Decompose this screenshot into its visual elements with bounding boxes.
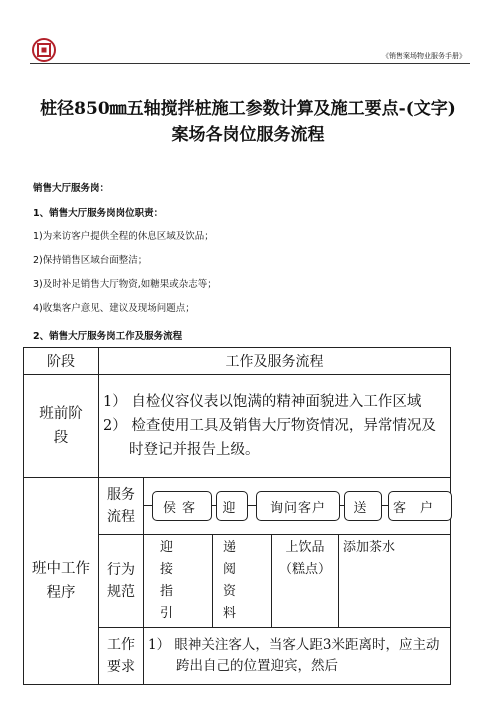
behavior-text: 上饮品（糕点） <box>278 540 331 577</box>
service-process-table <box>23 347 451 685</box>
list-item: 1） 自检仪容仪表以饱满的精神面貌进入工作区域 <box>103 394 422 410</box>
doc-subtitle: 案场各岗位服务流程 <box>171 125 325 145</box>
behavior-text: 添加茶水 <box>343 540 396 555</box>
doc-title: 桩径850㎜五轴搅拌桩施工参数计算及施工要点-(文字) <box>40 99 456 119</box>
duty-item: 2)保持销售区域台面整洁； <box>33 255 148 266</box>
table-row <box>24 478 451 535</box>
flow-step-box: 迎 <box>216 491 248 521</box>
req-cell <box>144 628 451 685</box>
behavior-item <box>272 535 339 627</box>
flow-diagram <box>144 479 450 533</box>
process-heading: 2、销售大厅服务岗工作及服务流程 <box>33 331 183 342</box>
section-heading: 销售大厅服务岗： <box>33 183 110 194</box>
table-header-row <box>24 348 451 375</box>
behavior-table <box>144 535 450 627</box>
behavior-text: 递阅资料 <box>223 540 249 621</box>
header-flow: 工作及服务流程 <box>99 348 451 375</box>
running-header: 《销售案场物业服务手册》 <box>382 52 466 60</box>
duty-item: 1)为来访客户提供全程的休息区域及饮品； <box>33 231 214 242</box>
pre-stage-content <box>99 375 451 478</box>
flow-step-box: 侯客 <box>152 491 212 521</box>
pre-stage-cell <box>24 375 99 478</box>
req-label: 工作要求 <box>107 637 135 675</box>
req-label-cell <box>99 628 144 685</box>
mid-stage-label: 班中工作程序 <box>32 561 90 601</box>
header-stage: 阶段 <box>24 348 99 375</box>
table-row <box>24 375 451 478</box>
duty-item: 4)收集客户意见、建议及现场问题点； <box>33 303 195 314</box>
behavior-item <box>144 535 213 627</box>
flow-cell <box>144 478 451 535</box>
behavior-label-cell <box>99 535 144 628</box>
list-item: 1） 眼神关注客人，当客人距3米距离时，应主动跨出自己的位置迎宾，然后 <box>148 637 440 674</box>
behavior-item <box>213 535 272 627</box>
header-divider <box>30 63 470 64</box>
flow-step-box: 询问客户 <box>256 491 340 521</box>
pre-stage-label: 班前阶段 <box>39 406 83 446</box>
flow-step-box: 送 <box>344 491 382 521</box>
flow-step-box: 客户 <box>388 491 452 521</box>
behavior-cell <box>144 535 451 628</box>
flow-label-cell <box>99 478 144 535</box>
behavior-text: 迎接指引 <box>160 540 186 621</box>
list-item: 2） 检查使用工具及销售大厅物资情况，异常情况及时登记并报告上级。 <box>103 418 436 458</box>
duty-heading: 1、销售大厅服务岗岗位职责： <box>33 208 164 219</box>
behavior-item <box>339 535 451 627</box>
flow-label: 服务流程 <box>107 487 135 525</box>
company-logo-icon <box>32 38 56 62</box>
mid-stage-cell <box>24 478 99 685</box>
duty-item: 3)及时补足销售大厅物资,如糖果或杂志等； <box>33 279 217 290</box>
behavior-label: 行为规范 <box>107 562 135 600</box>
